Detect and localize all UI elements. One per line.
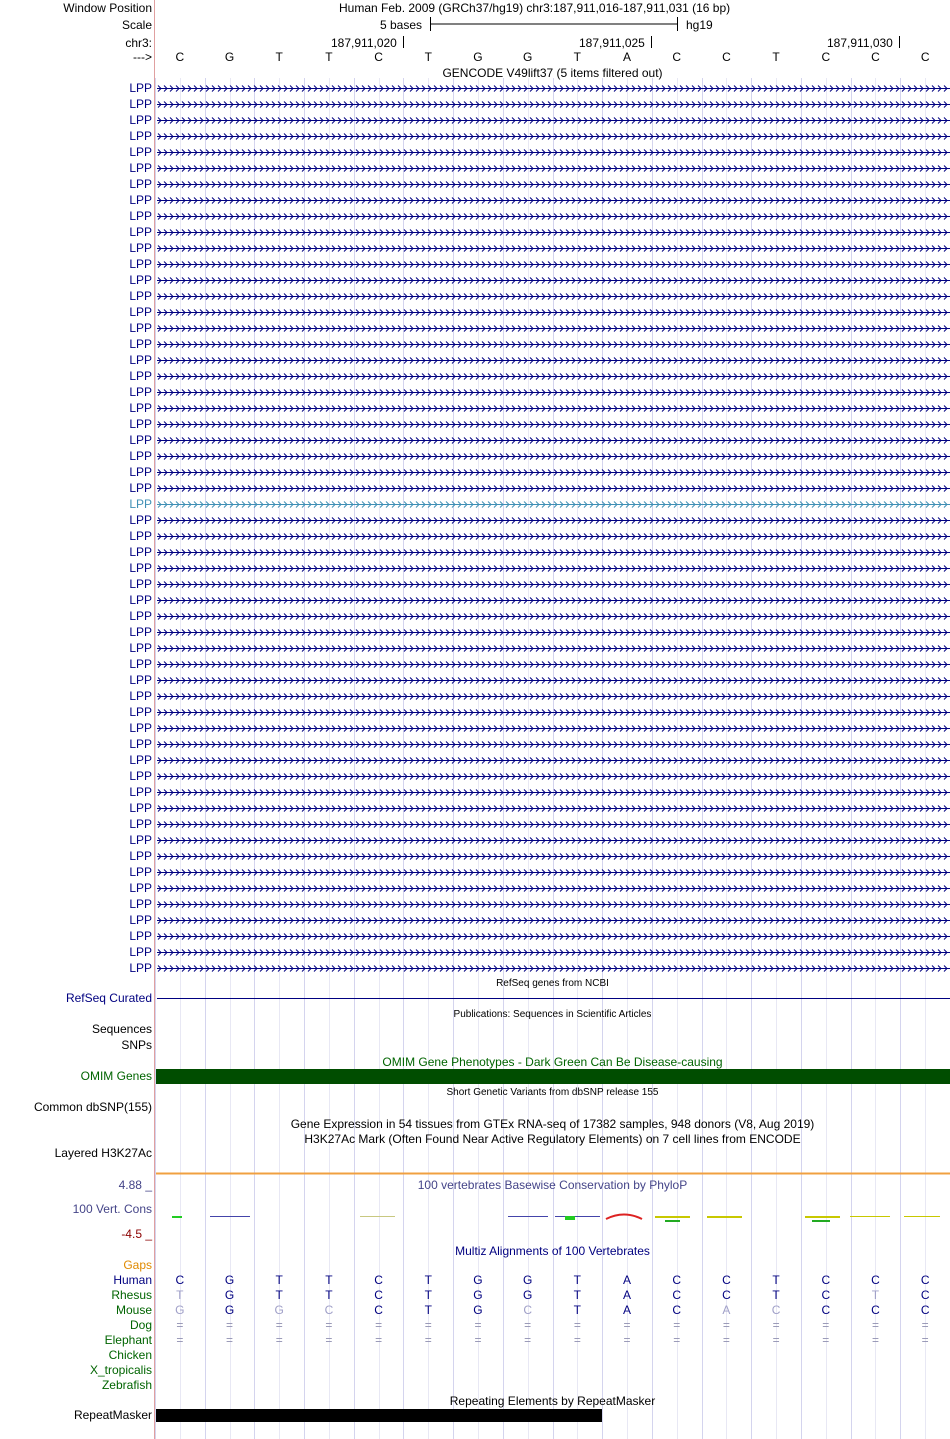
- gene-label-lpp[interactable]: LPP: [129, 81, 152, 95]
- gene-label-lpp[interactable]: LPP: [129, 577, 152, 591]
- conservation-mark: [707, 1216, 742, 1218]
- multiz-base: C: [324, 1303, 334, 1317]
- gene-label-lpp[interactable]: LPP: [129, 529, 152, 543]
- gene-label-lpp[interactable]: LPP: [129, 481, 152, 495]
- gene-label-lpp[interactable]: LPP: [129, 305, 152, 319]
- multiz-base: =: [176, 1318, 184, 1332]
- cons-track-label[interactable]: 100 Vert. Cons: [72, 1202, 152, 1216]
- multiz-base: =: [424, 1318, 432, 1332]
- base-letter: C: [920, 50, 930, 64]
- gene-label-lpp[interactable]: LPP: [129, 737, 152, 751]
- multiz-base: C: [374, 1273, 383, 1287]
- base-letter: T: [275, 50, 283, 64]
- multiz-base: =: [822, 1318, 830, 1332]
- multiz-base: G: [473, 1288, 483, 1302]
- scale-text: 5 bases: [380, 18, 423, 32]
- gene-label-lpp[interactable]: LPP: [129, 721, 152, 735]
- multiz-base: C: [722, 1273, 731, 1287]
- multiz-base: C: [374, 1288, 383, 1302]
- conservation-mark: [904, 1216, 940, 1217]
- conservation-mark: [508, 1216, 548, 1217]
- gene-label-lpp[interactable]: LPP: [129, 513, 152, 527]
- multiz-base: =: [772, 1318, 780, 1332]
- gene-label-lpp[interactable]: LPP: [129, 337, 152, 351]
- gene-label-lpp[interactable]: LPP: [129, 641, 152, 655]
- base-letter: C: [821, 50, 831, 64]
- multiz-base: =: [722, 1318, 730, 1332]
- gene-label-lpp[interactable]: LPP: [129, 433, 152, 447]
- gene-label-lpp[interactable]: LPP: [129, 177, 152, 191]
- base-letter: C: [722, 50, 731, 64]
- multiz-base: T: [275, 1288, 283, 1302]
- multiz-species-label[interactable]: Mouse: [115, 1303, 152, 1317]
- gene-label-lpp[interactable]: LPP: [129, 961, 152, 975]
- gene-label-lpp[interactable]: LPP: [129, 913, 152, 927]
- gene-label-lpp[interactable]: LPP: [129, 657, 152, 671]
- multiz-base: G: [473, 1303, 483, 1317]
- multiz-species-label[interactable]: Zebrafish: [101, 1378, 152, 1392]
- cons-track-title: 100 vertebrates Basewise Conservation by PhyloP: [417, 1178, 688, 1192]
- h3k27ac-track-label[interactable]: Layered H3K27Ac: [54, 1146, 152, 1160]
- omim-track-title: OMIM Gene Phenotypes - Dark Green Can Be Disease-causing: [382, 1055, 723, 1069]
- h3k27ac-track-title: H3K27Ac Mark (Often Found Near Active Regulatory Elements) on 7 cell lines from ENCODE: [304, 1132, 801, 1146]
- gene-label-lpp[interactable]: LPP: [129, 689, 152, 703]
- conservation-mark: [655, 1216, 690, 1218]
- multiz-base: C: [672, 1288, 682, 1302]
- gene-label-lpp[interactable]: LPP: [129, 289, 152, 303]
- repeatmasker-element-bar: [156, 1409, 602, 1422]
- gene-label-lpp[interactable]: LPP: [129, 545, 152, 559]
- multiz-base: G: [274, 1303, 284, 1317]
- multiz-base: T: [275, 1273, 283, 1287]
- multiz-base: G: [224, 1288, 235, 1302]
- position-tick-label: 187,911,020: [331, 36, 397, 50]
- multiz-base: T: [573, 1303, 582, 1317]
- multiz-base: =: [375, 1333, 383, 1347]
- multiz-base: T: [424, 1273, 432, 1287]
- scale-label: Scale: [121, 18, 152, 32]
- multiz-base: =: [176, 1333, 184, 1347]
- multiz-base: =: [822, 1333, 830, 1347]
- multiz-base: T: [871, 1288, 880, 1302]
- conservation-mark: [850, 1216, 890, 1217]
- strand-label: --->: [133, 50, 152, 64]
- multiz-base: =: [623, 1318, 631, 1332]
- gene-label-lpp[interactable]: LPP: [129, 705, 152, 719]
- multiz-base: G: [473, 1273, 483, 1287]
- multiz-base: A: [722, 1303, 731, 1317]
- multiz-base: =: [722, 1333, 730, 1347]
- refseq-track-label[interactable]: RefSeq Curated: [65, 991, 152, 1005]
- multiz-base: G: [522, 1273, 533, 1287]
- multiz-base: =: [673, 1333, 681, 1347]
- gene-label-lpp[interactable]: LPP: [129, 897, 152, 911]
- refseq-track-title: RefSeq genes from NCBI: [496, 978, 609, 989]
- gene-label-lpp[interactable]: LPP: [129, 417, 152, 431]
- multiz-base: =: [275, 1318, 283, 1332]
- gene-label-lpp[interactable]: LPP: [129, 465, 152, 479]
- multiz-base: T: [325, 1273, 333, 1287]
- multiz-base: =: [474, 1333, 482, 1347]
- gene-label-lpp[interactable]: LPP: [129, 561, 152, 575]
- gene-label-lpp[interactable]: LPP: [129, 497, 152, 511]
- repeatmasker-track-label[interactable]: RepeatMasker: [73, 1408, 152, 1422]
- pubs-snps-label[interactable]: SNPs: [121, 1038, 152, 1052]
- base-letter: C: [871, 50, 880, 64]
- multiz-species-label[interactable]: Chicken: [108, 1348, 152, 1362]
- gene-label-lpp[interactable]: LPP: [129, 817, 152, 831]
- multiz-base: C: [920, 1288, 930, 1302]
- base-letter: T: [325, 50, 333, 64]
- multiz-base: G: [175, 1303, 185, 1317]
- multiz-base: T: [424, 1303, 432, 1317]
- gene-label-lpp[interactable]: LPP: [129, 161, 152, 175]
- multiz-species-label[interactable]: Elephant: [104, 1333, 152, 1347]
- gene-label-lpp[interactable]: LPP: [129, 449, 152, 463]
- gene-label-lpp[interactable]: LPP: [129, 785, 152, 799]
- gene-label-lpp[interactable]: LPP: [129, 881, 152, 895]
- base-letter: T: [573, 50, 582, 64]
- multiz-base: =: [573, 1318, 581, 1332]
- gene-label-lpp[interactable]: LPP: [129, 673, 152, 687]
- multiz-base: A: [623, 1273, 632, 1287]
- multiz-base: G: [224, 1303, 235, 1317]
- cons-max-label: 4.88 _: [118, 1178, 152, 1192]
- multiz-base: =: [623, 1333, 631, 1347]
- gene-label-lpp[interactable]: LPP: [129, 225, 152, 239]
- gene-label-lpp[interactable]: LPP: [129, 625, 152, 639]
- position-tick-label: 187,911,025: [579, 36, 645, 50]
- gene-label-lpp[interactable]: LPP: [129, 145, 152, 159]
- gene-label-lpp[interactable]: LPP: [129, 209, 152, 223]
- multiz-base: T: [424, 1288, 432, 1302]
- base-letter: G: [224, 50, 235, 64]
- chrom-label: chr3:: [125, 36, 152, 50]
- conservation-mark: [805, 1216, 840, 1218]
- multiz-base: =: [375, 1318, 383, 1332]
- multiz-base: C: [175, 1273, 185, 1287]
- base-letter: G: [522, 50, 533, 64]
- gene-label-lpp[interactable]: LPP: [129, 929, 152, 943]
- multiz-base: =: [325, 1318, 333, 1332]
- gene-label-lpp[interactable]: LPP: [129, 833, 152, 847]
- multiz-base: C: [871, 1303, 880, 1317]
- multiz-base: C: [374, 1303, 383, 1317]
- multiz-base: C: [722, 1288, 731, 1302]
- dbsnp-track-title: Short Genetic Variants from dbSNP release 155: [446, 1087, 659, 1098]
- gene-label-lpp[interactable]: LPP: [129, 257, 152, 271]
- dbsnp-track-label[interactable]: Common dbSNP(155): [33, 1100, 152, 1114]
- position-tick-label: 187,911,030: [827, 36, 893, 50]
- base-letter: C: [672, 50, 682, 64]
- multiz-base: =: [921, 1333, 929, 1347]
- gene-label-lpp[interactable]: LPP: [129, 241, 152, 255]
- repeatmasker-track-title: Repeating Elements by RepeatMasker: [449, 1394, 656, 1408]
- conservation-mark: [565, 1216, 575, 1220]
- gene-label-lpp[interactable]: LPP: [129, 97, 152, 111]
- multiz-gaps-label: Gaps: [123, 1258, 152, 1272]
- gene-label-lpp[interactable]: LPP: [129, 369, 152, 383]
- multiz-base: =: [524, 1333, 532, 1347]
- multiz-base: C: [920, 1303, 930, 1317]
- base-letter: G: [473, 50, 483, 64]
- base-letter: T: [772, 50, 780, 64]
- gene-label-lpp[interactable]: LPP: [129, 609, 152, 623]
- multiz-base: =: [325, 1333, 333, 1347]
- multiz-species-label[interactable]: Rhesus: [111, 1288, 152, 1302]
- base-letter: C: [374, 50, 383, 64]
- conservation-mark: [172, 1216, 182, 1218]
- gene-label-lpp[interactable]: LPP: [129, 113, 152, 127]
- multiz-base: C: [672, 1273, 682, 1287]
- multiz-base: =: [474, 1318, 482, 1332]
- multiz-base: T: [772, 1273, 780, 1287]
- gene-label-lpp[interactable]: LPP: [129, 401, 152, 415]
- gene-label-lpp[interactable]: LPP: [129, 801, 152, 815]
- multiz-base: =: [524, 1318, 532, 1332]
- multiz-base: =: [871, 1318, 879, 1332]
- multiz-base: =: [226, 1318, 234, 1332]
- multiz-base: G: [224, 1273, 235, 1287]
- multiz-species-label[interactable]: X_tropicalis: [89, 1363, 152, 1377]
- cons-min-label: -4.5 _: [121, 1227, 152, 1241]
- multiz-base: T: [772, 1288, 780, 1302]
- multiz-base: C: [821, 1273, 831, 1287]
- multiz-track-title: Multiz Alignments of 100 Vertebrates: [455, 1244, 650, 1258]
- pubs-track-title: Publications: Sequences in Scientific Articles: [453, 1009, 652, 1020]
- multiz-base: T: [176, 1288, 184, 1302]
- gene-label-lpp[interactable]: LPP: [129, 865, 152, 879]
- gene-label-lpp[interactable]: LPP: [129, 769, 152, 783]
- window-position: Human Feb. 2009 (GRCh37/hg19) chr3:187,911,016-187,911,031 (16 bp): [339, 1, 731, 15]
- conservation-mark: [210, 1216, 250, 1217]
- gene-label-lpp[interactable]: LPP: [129, 385, 152, 399]
- gene-label-lpp[interactable]: LPP: [129, 849, 152, 863]
- base-letter: A: [623, 50, 632, 64]
- multiz-base: T: [325, 1288, 333, 1302]
- multiz-base: C: [523, 1303, 532, 1317]
- multiz-base: C: [871, 1273, 880, 1287]
- multiz-base: C: [821, 1288, 831, 1302]
- multiz-base: C: [821, 1303, 831, 1317]
- multiz-base: C: [672, 1303, 682, 1317]
- gencode-track-title: GENCODE V49lift37 (5 items filtered out): [442, 66, 663, 80]
- base-letter: T: [424, 50, 432, 64]
- multiz-base: =: [424, 1333, 432, 1347]
- multiz-base: C: [920, 1273, 930, 1287]
- multiz-base: A: [623, 1288, 632, 1302]
- omim-track-label[interactable]: OMIM Genes: [80, 1069, 152, 1083]
- multiz-base: =: [673, 1318, 681, 1332]
- conservation-mark: [555, 1216, 600, 1217]
- multiz-base: =: [772, 1333, 780, 1347]
- gene-label-lpp[interactable]: LPP: [129, 945, 152, 959]
- gene-label-lpp[interactable]: LPP: [129, 321, 152, 335]
- gene-label-lpp[interactable]: LPP: [129, 753, 152, 767]
- assembly-label: hg19: [686, 18, 713, 32]
- omim-gene-bar: [156, 1069, 950, 1084]
- multiz-base: T: [573, 1273, 582, 1287]
- multiz-species-label[interactable]: Dog: [129, 1318, 152, 1332]
- multiz-base: C: [771, 1303, 781, 1317]
- multiz-base: =: [573, 1333, 581, 1347]
- multiz-base: A: [623, 1303, 632, 1317]
- gene-label-lpp[interactable]: LPP: [129, 593, 152, 607]
- multiz-species-label[interactable]: Human: [113, 1273, 152, 1287]
- gene-label-lpp[interactable]: LPP: [129, 193, 152, 207]
- gene-label-lpp[interactable]: LPP: [129, 273, 152, 287]
- pubs-sequences-label[interactable]: Sequences: [91, 1022, 152, 1036]
- multiz-base: G: [522, 1288, 533, 1302]
- window-position-label: Window Position: [63, 1, 152, 15]
- conservation-mark: [360, 1216, 395, 1217]
- conservation-peak: [606, 1215, 642, 1220]
- multiz-base: =: [871, 1333, 879, 1347]
- gtex-track-title: Gene Expression in 54 tissues from GTEx RNA-seq of 17382 samples, 948 donors (V8, Aug 2019): [290, 1117, 815, 1131]
- gene-label-lpp[interactable]: LPP: [129, 353, 152, 367]
- multiz-base: =: [226, 1333, 234, 1347]
- multiz-base: =: [921, 1318, 929, 1332]
- gene-label-lpp[interactable]: LPP: [129, 129, 152, 143]
- base-letter: C: [175, 50, 185, 64]
- multiz-base: =: [275, 1333, 283, 1347]
- multiz-base: T: [573, 1288, 582, 1302]
